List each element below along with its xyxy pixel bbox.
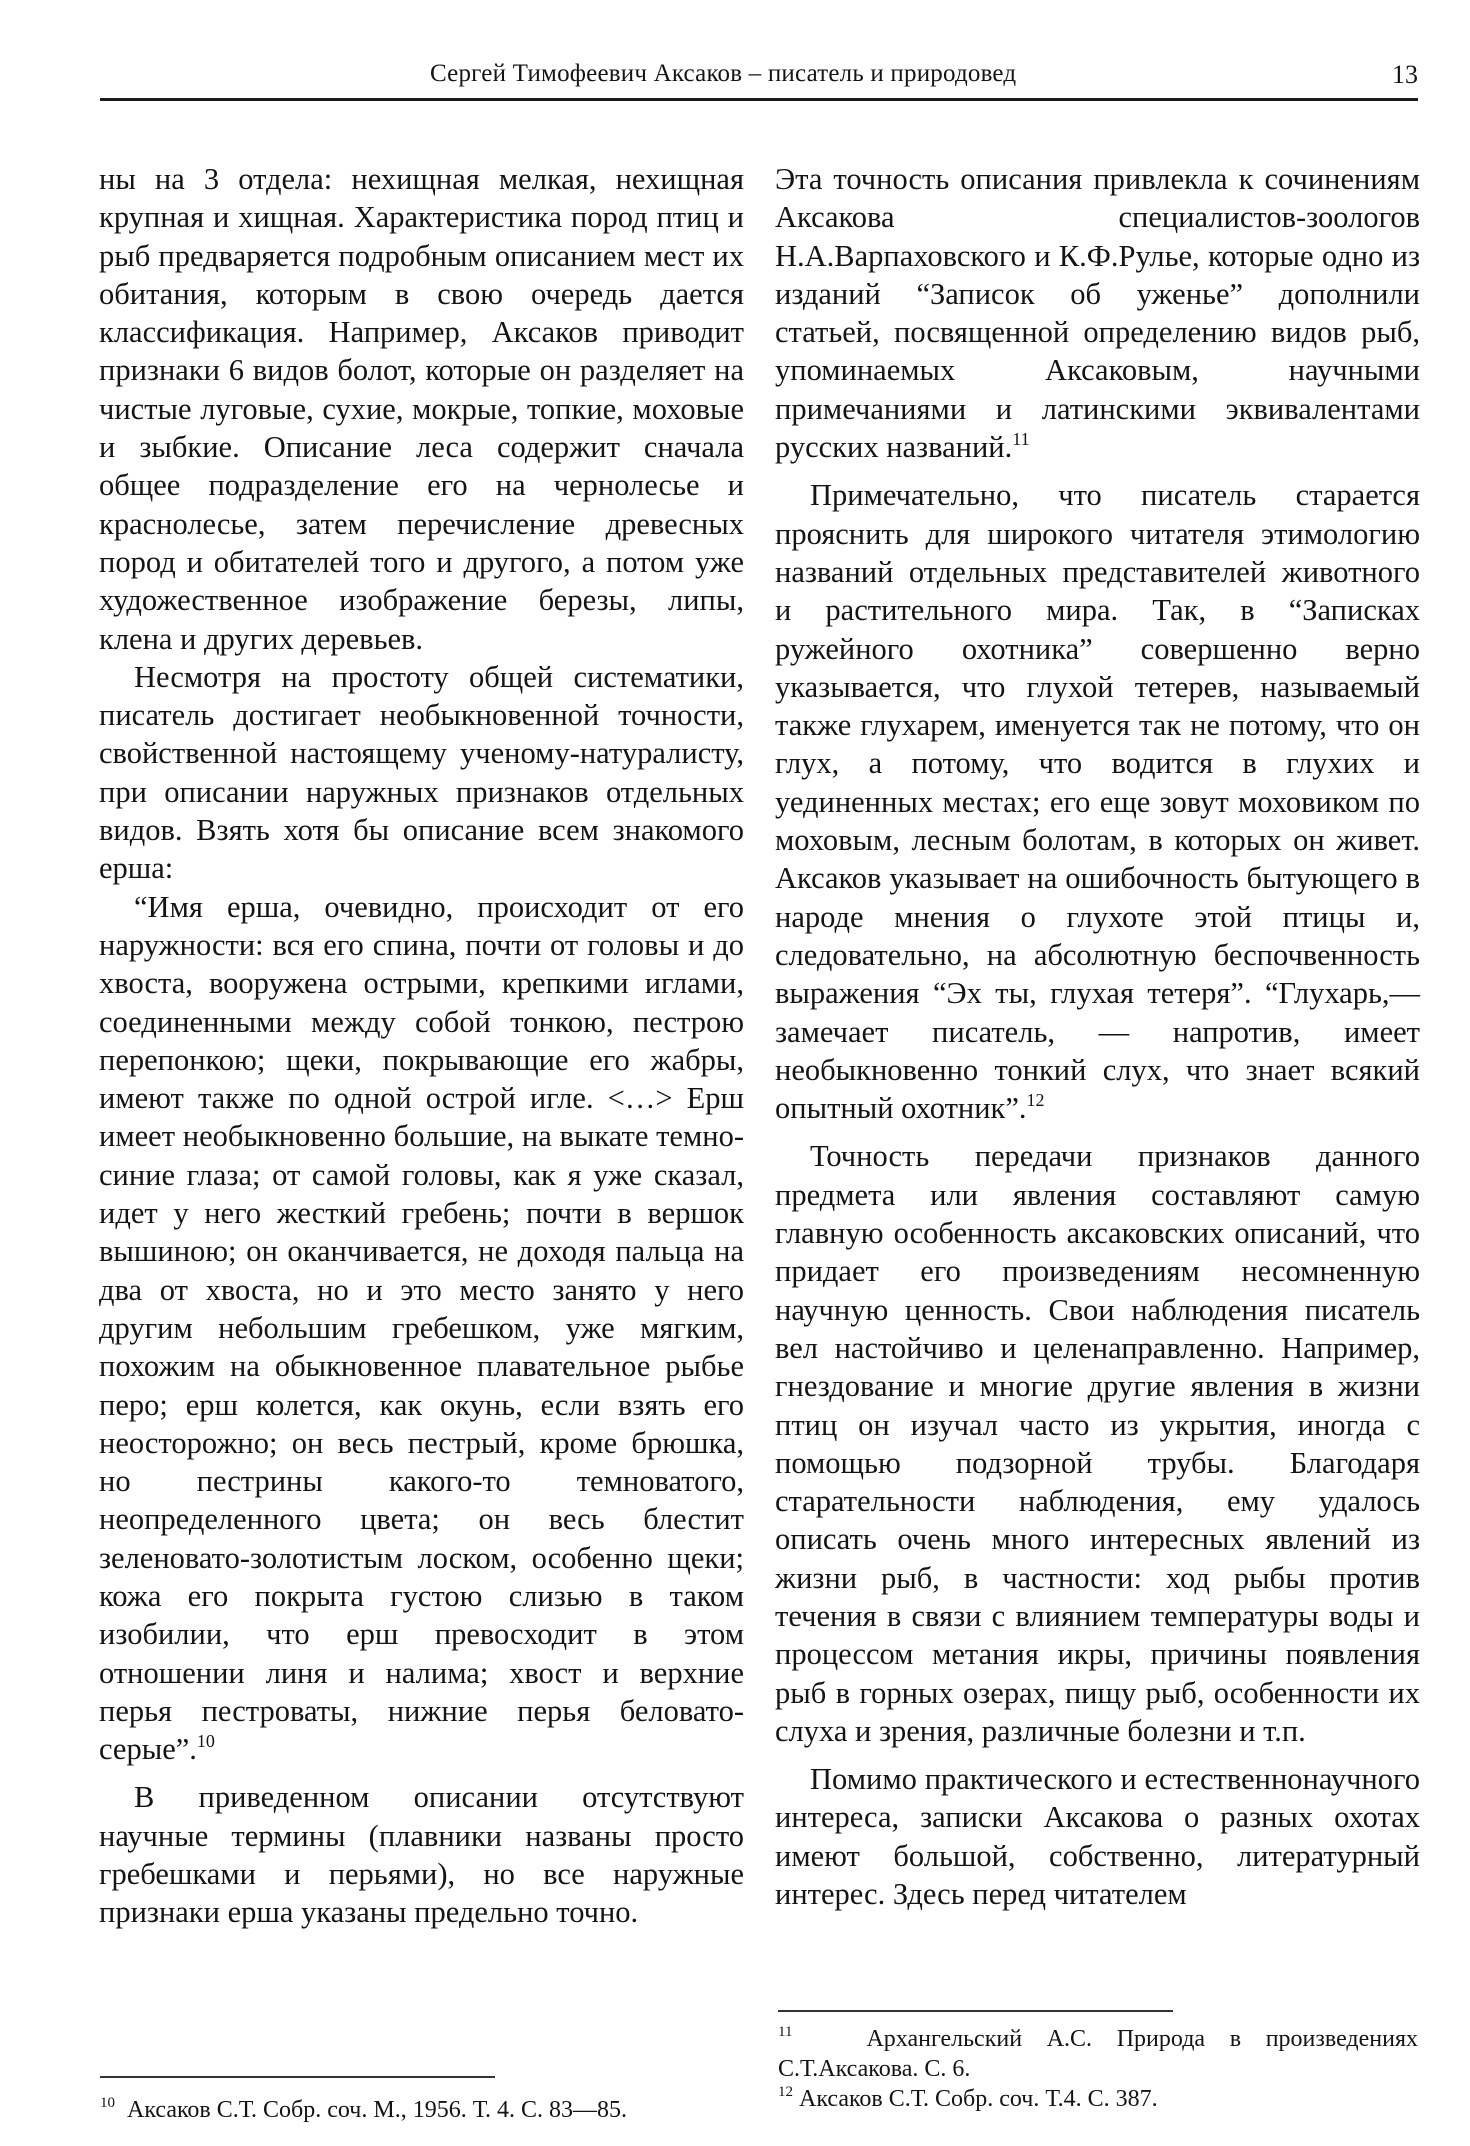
paragraph-observation: Точность передачи признаков данного предмета или явления составляют самую главную особенность аксаковских описаний, что придает его произведениям несомненную научную ценность. Свои наблюдения писатель вел настойчиво и целенаправленно. Например, гнездование и многие другие явления в жизни птиц он изучал часто из укрытия, иногда с помощью подзорной трубы. Благодаря старательности наблюдения, ему удалось описать очень много интересных явлений из жизни рыб, в частности: ход рыбы против течения в связи с влиянием температуры воды и процессом метания икры, причины появления рыб в горных озерах, пищу рыб, особенности их слуха и зрения, различные болезни и т.п. [775,1139,1420,1748]
left-column [99,160,744,1932]
footnote-ref-12: 12 [1026,1090,1045,1111]
running-head [100,60,1418,96]
footnote-12-text: Аксаков С.Т. Собр. соч. Т.4. С. 387. [799,2086,1158,2112]
paragraph-zoologists [775,160,1420,466]
paragraph-literary-interest: Помимо практического и естественнонаучного интереса, записки Аксакова о разных охотах имеют большой, собственно, литературный интерес. Здесь перед читателем [775,1762,1420,1912]
footnote-11-number: 11 [778,2024,793,2040]
header-rule [100,98,1418,101]
running-title: Сергей Тимофеевич Аксаков – писатель и природовед [430,60,1017,87]
footnote-10 [100,2095,740,2125]
footnote-10-number: 10 [100,2095,115,2111]
paragraph-terms: В приведенном описании отсутствуют научные термины (плавники названы просто гребешками и перьями), но все наружные признаки ерша указаны предельно точно. [99,1780,744,1930]
paragraph-classification: ны на 3 отдела: нехищная мелкая, нехищная крупная и хищная. Характеристика пород птиц и рыб предваряется подробным описанием мест их обитания, которым в свою очередь дается классификация. Например, Аксаков приводит признаки 6 видов болот, которые он разделяет на чистые луговые, сухие, мокрые, топкие, моховые и зыбкие. Описание леса содержит сначала общее подразделение его на чернолесье и краснолесье, затем перечисление древесных пород и обитателей того и другого, а потом уже художественное изображение березы, липы, клена и других деревьев. [99,162,744,656]
paragraph-precision: Несмотря на простоту общей систематики, писатель достигает необыкновенной точности, свойственной настоящему ученому-натуралисту, при описании наружных признаков отдельных видов. Взять хотя бы описание всем знакомого ерша: [99,659,744,886]
footnote-rule-right [778,2010,1173,2012]
footnote-ref-10: 10 [196,1731,215,1752]
paragraph-etymology [775,476,1420,1127]
paragraph-ruff-quote [99,888,744,1769]
footnotes-right [778,2024,1418,2114]
footnote-rule-left [100,2076,495,2078]
footnote-11-text: Архангельский А.С. Природа в произведениях С.Т.Аксакова. С. 6. [778,2026,1418,2082]
footnote-ref-11: 11 [1012,429,1030,450]
footnote-12-number: 12 [778,2084,793,2100]
page-number: 13 [1392,60,1418,89]
zoologists-text: Эта точность описания привлекла к сочинениям Аксакова специалистов-зоологов Н.А.Варпаховского и К.Ф.Рулье, которые одно из изданий “Записок об уженье” дополнили статьей, посвященной определению видов рыб, упоминаемых Аксаковым, научными примечаниями и латинскими эквивалентами русских названий. [775,162,1420,465]
footnote-12 [778,2084,1418,2114]
ruff-quote-text: “Имя ерша, очевидно, происходит от его наружности: вся его спина, почти от головы и до хвоста, вооружена острыми, крепкими иглами, соединенными между собой тонкою, пестрою перепонкою; щеки, покрывающие его жабры, имеют также по одной острой игле. <…> Ерш имеет необыкновенно большие, на выкате темно-синие глаза; от самой головы, как я уже сказал, идет у него жесткий гребень; почти в вершок вышиною; он оканчивается, не доходя пальца на два от хвоста, но и это место занято у него другим небольшим гребешком, уже мягким, похожим на обыкновенное плавательное рыбье перо; ерш колется, как окунь, если взять его неосторожно; он весь пестрый, кроме брюшка, но пестрины какого-то темноватого, неопределенного цвета; он весь блестит зеленовато-золотистым лоском, особенно щеки; кожа его покрыта густою слизью в таком изобилии, что ерш превосходит в этом отношении линя и налима; хвост и верхние перья пестроваты, нижние перья беловато-серые”. [99,889,744,1767]
footnote-11 [778,2024,1418,2084]
footnote-10-text: Аксаков С.Т. Собр. соч. М., 1956. Т. 4. С. 83—85. [127,2097,627,2123]
etymology-text: Примечательно, что писатель старается прояснить для широкого читателя этимологию названий отдельных представителей животного и растительного мира. Так, в “Записках ружейного охотника” совершенно верно указывается, что глухой тетерев, называемый также глухарем, именуется так не потому, что он глух, а потому, что водится в глухих и уединенных местах; его еще зовут моховиком по моховым, лесным болотам, в которых он живет. Аксаков указывает на ошибочность бытующего в народе мнения о глухоте этой птицы и, следовательно, на абсолютную беспочвенность выражения “Эх ты, глухая тетеря”. “Глухарь,— замечает писатель, — напротив, имеет необыкновенно тонкий слух, что знает всякий опытный охотник”. [775,478,1420,1126]
right-column [775,160,1420,1913]
